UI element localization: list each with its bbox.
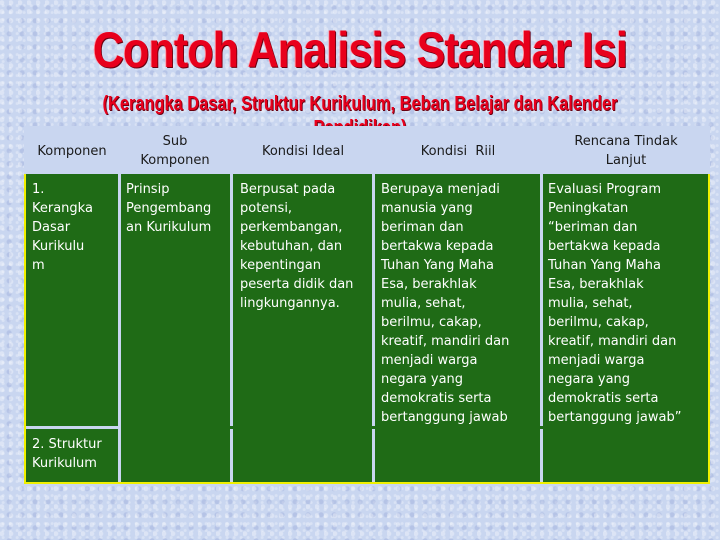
cell-rencana-1: Evaluasi Program Peningkatan “beriman dan bertakwa kepada Tuhan Yang Maha Esa, berakhlak mulia, sehat, berilmu, cakap, kreatif, mandiri dan menjadi warga negara yang demokratis serta bertanggung jawab” [548,182,682,425]
header-rencana-tindak-lanjut: Rencana Tindak Lanjut [574,134,678,168]
row-divider [26,426,118,429]
cell-komponen-2: 2. Struktur Kurikulum [32,437,102,471]
column-divider [230,174,233,482]
column-divider [118,174,121,482]
cell-kondisi-ideal-1: Berpusat pada potensi, perkembangan, kebutuhan, dan kepentingan peserta didik dan lingkungannya. [240,182,354,311]
header-komponen: Komponen [37,143,107,159]
header-kondisi-riil: Kondisi Riil [420,143,496,159]
cell-sub-komponen-1: Prinsip Pengembang an Kurikulum [126,182,212,235]
column-divider [372,174,375,482]
column-divider [540,174,543,482]
slide-subtitle: (Kerangka Dasar, Struktur Kurikulum, Beban Belajar dan Kalender [102,93,618,115]
slide-title: Contoh Analisis Standar Isi [92,22,628,78]
cell-kondisi-riil-1: Berupaya menjadi manusia yang beriman dan bertakwa kepada Tuhan Yang Maha Esa, berakhlak mulia, sehat, berilmu, cakap, kreatif, mandiri dan menjadi warga negara yang demokratis serta bertanggung jawab [381,182,510,425]
header-sub-komponen: Sub Komponen [140,134,210,168]
header-kondisi-ideal: Kondisi Ideal [261,143,345,159]
cell-komponen-1: 1. Kerangka Dasar Kurikulu m [32,182,93,273]
